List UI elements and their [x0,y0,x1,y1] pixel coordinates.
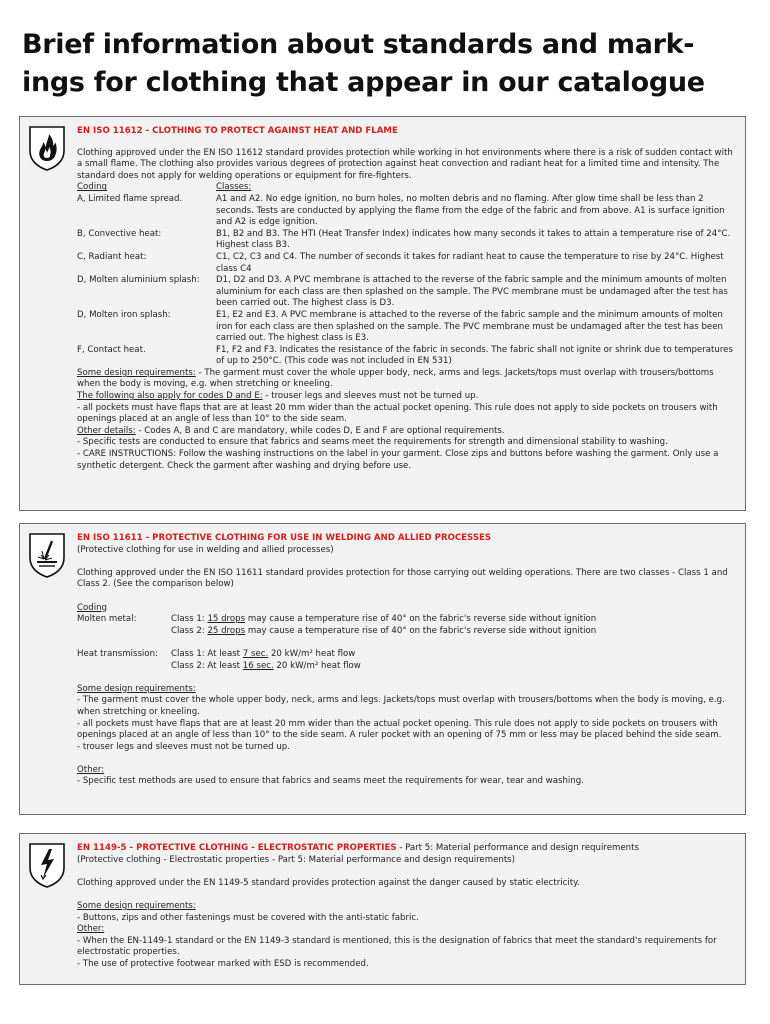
design-label: Some design requirements: [77,367,196,378]
heat-class-2 [171,661,733,673]
design-line: - all pockets must have flaps that are at least 20 mm wider than the actual pocket opening. This rule does not apply to side pockets on trousers with openings placed at an angle of less than 10° to the side seam. A ruler pocket with an opening of 75 mm or less may be placed behind the side seam. [77,718,722,741]
class-suffix: 20 kW/m² heat flow [273,660,361,671]
class-prefix: Class 2: [171,625,208,636]
page-title: Brief information about standards and mark-ings for clothing that appear in our catalogue [22,29,705,98]
intro-text: Clothing approved under the EN ISO 11611 standard provides protection for those carrying out welding operations. There are two classes - Class 1 and Class 2. (See the comparison below) [77,567,728,590]
code-label: F, Contact heat. [77,344,146,355]
class-suffix: 20 kW/m² heat flow [268,648,356,659]
design-requirements [77,368,733,391]
other-details [77,426,733,438]
flame-shield-icon [28,125,66,171]
code-desc: D1, D2 and D3. A PVC membrane is attached to the reverse of the fabric sample and the minimum amounts of molten aluminium for each class are then splashed on the sample. The PVC membrane must be undamaged after the test has been carried out. The highest class is D3. [216,275,728,309]
code-label: D, Molten iron splash: [77,309,171,320]
class-prefix: Class 1: At least [171,648,243,659]
pockets-text: - all pockets must have flaps that are at least 20 mm wider than the actual pocket opening. This rule does not apply to side pockets on trousers with openings placed at an angle of less than 10° to the side seam. [77,402,718,425]
code-label: C, Radiant heat: [77,251,147,262]
subheading: (Protective clothing - Electrostatic properties - Part 5: Material performance and design requirements) [77,854,516,865]
class-suffix: may cause a temperature rise of 40° on the fabric's reverse side without ignition [245,625,597,636]
classes-header: Classes: [216,182,252,193]
code-desc: E1, E2 and E3. A PVC membrane is attached to the reverse of the fabric sample and the minimum amounts of molten iron for each class are then splashed on the sample. The PVC membrane must be undamaged after the test has been carried out. The highest class is E3. [216,309,723,344]
other-line: - When the EN-1149-1 standard or the EN 1149-3 standard is mentioned, this is the designation of fabrics that meet the standard's requirements for electrostatic properties. [77,935,717,958]
code-desc: C1, C2, C3 and C4. The number of seconds it takes for radiant heat to cause the temperature to rise by 24°C. Highest class C4 [216,251,724,274]
heading-bold: EN 1149-5 - PROTECTIVE CLOTHING - ELECTROSTATIC PROPERTIES [77,843,397,853]
coding-table [77,182,733,368]
welding-shield-icon [28,532,66,578]
section-content [77,533,733,788]
care-instructions: - CARE INSTRUCTIONS: Follow the washing instructions on the label in your garment. Close zips and buttons before washing the garment. Only use a synthetic detergent. Check the garment after washing and drying before use. [77,449,719,471]
intro-text: Clothing approved under the EN 1149-5 standard provides protection against the danger caused by static electricity. [77,877,580,888]
code-desc: A1 and A2. No edge ignition, no burn holes, no molten debris and no flaming. After glow time shall be less than 2 seconds. Tests are conducted by applying the flame from the edge of the fabric and from above. A1 is surface ignition and A2 is edge ignition. [216,193,725,228]
section-heading: EN ISO 11612 - CLOTHING TO PROTECT AGAINST HEAT AND FLAME [77,126,398,136]
subheading: (Protective clothing for use in welding and allied processes) [77,544,334,555]
section-heading: EN ISO 11611 - PROTECTIVE CLOTHING FOR USE IN WELDING AND ALLIED PROCESSES [77,533,492,543]
molten-label: Molten metal: [77,614,137,625]
design-text: - Buttons, zips and other fastenings must be covered with the anti-static fabric. [77,912,419,923]
heading-rest: - Part 5: Material performance and design requirements [396,843,639,853]
codes-d-e [77,391,733,403]
class-prefix: Class 1: [171,614,208,625]
heat-label: Heat transmission: [77,648,158,659]
class-suffix: may cause a temperature rise of 40° on the fabric's reverse side without ignition [245,614,597,625]
other-text: - Specific test methods are used to ensure that fabrics and seams meet the requirements for wear, tear and washing. [77,776,584,787]
design-label: Some design requirements: [77,683,196,694]
class-prefix: Class 2: At least [171,660,243,671]
heat-transmission-table [77,649,733,672]
electrostatic-shield-icon [28,842,66,888]
drops-value: 25 drops [207,625,246,636]
molten-class-1 [171,614,733,626]
intro-text: Clothing approved under the EN ISO 11612 standard provides protection while working in hot environments where there is a risk of sudden contact with a small flame. The clothing also provides various degrees of protection against heat convection and radiant heat for a limited time and intensity. The standard does not apply for welding operations or equipment for fire-fighters. [77,147,733,181]
seconds-value: 7 sec. [242,648,269,659]
drops-value: 15 drops [207,614,246,625]
code-desc: B1, B2 and B3. The HTI (Heat Transfer Index) indicates how many seconds it takes to attain a temperature rise of 24°C. Highest class B3. [216,228,731,251]
other-label: Other: [77,924,105,935]
design-line: - trouser legs and sleeves must not be turned up. [77,741,290,752]
other-line: - The use of protective footwear marked with ESD is recommended. [77,958,369,969]
molten-class-2 [171,626,733,638]
section-en-iso-11612 [19,116,746,511]
other-text: - Codes A, B and C are mandatory, while codes D, E and F are optional requirements. [138,425,505,436]
section-heading [77,843,733,855]
design-line: - The garment must cover the whole upper body, neck, arms and legs. Jackets/tops must overlap with trousers/bottoms when the body is moving, e.g. when stretching or kneeling. [77,695,725,717]
coding-header: Coding [77,602,108,613]
tests-text: - Specific tests are conducted to ensure that fabrics and seams meet the requirements for strength and dimensional stability to washing. [77,437,668,448]
code-desc: F1, F2 and F3. Indicates the resistance of the fabric in seconds. The fabric shall not ignite or shrink due to temperatures of up to 250°C. (This code was not included in EN 531) [216,344,733,367]
section-content [77,126,733,472]
seconds-value: 16 sec. [242,660,274,671]
heat-class-1 [171,649,733,661]
other-label: Other details: [77,425,136,436]
other-label: Other: [77,764,105,775]
molten-metal-table [77,614,733,637]
code-label: A, Limited flame spread. [77,193,183,204]
code-label: B, Convective heat: [77,228,162,239]
design-text: - The garment must cover the whole upper body, neck, arms and legs. Jackets/tops must overlap with trousers/bottoms when the body is moving, e.g. when stretching or kneeling. [77,367,714,390]
also-label: The following also apply for codes D and E: [77,391,263,402]
also-text: - trouser legs and sleeves must not be turned up. [265,391,479,402]
section-en-iso-11611 [19,523,746,815]
code-label: D, Molten aluminium splash: [77,275,200,286]
coding-header: Coding [77,182,108,193]
design-label: Some design requirements: [77,900,196,911]
section-content [77,843,733,971]
section-en-1149-5 [19,833,746,985]
